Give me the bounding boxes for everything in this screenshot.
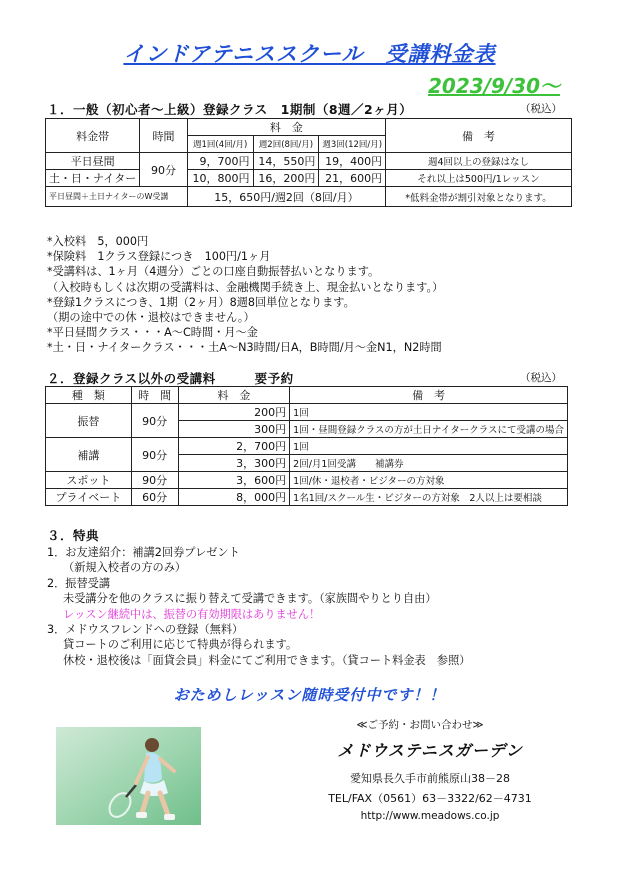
sub-week3: 週3回(12回/月) — [319, 136, 386, 153]
section1-heading: １．一般（初心者～上級）登録クラス 1期制（8週／2ヶ月） — [47, 102, 413, 117]
hoko-rem2: 2回/月1回受講 補講券 — [290, 455, 568, 472]
note-item: （入校時もしくは次期の受講料は、金融機関手続き上、現金払いとなります。） — [47, 280, 444, 294]
furikae-kind: 振替 — [46, 404, 132, 438]
row3-remark: *低料金帯が割引対象となります。 — [386, 187, 572, 207]
row1-w2: 14，550円 — [253, 153, 319, 170]
hoko-fee2: 3，300円 — [178, 455, 290, 472]
benefits-list — [47, 545, 470, 668]
col-time: 時間 — [140, 119, 188, 153]
private-rem: 1名1回/スクール生・ビジターの方対象 2人以上は要相談 — [290, 489, 568, 506]
note-item: *登録1クラスにつき、1期（2ヶ月）8週8回単位となります。 — [47, 295, 355, 309]
row2-w1: 10，800円 — [187, 170, 253, 187]
section1-table — [45, 118, 572, 207]
contact-block — [230, 717, 590, 822]
row-time: 90分 — [140, 153, 188, 187]
tennis-player-photo — [56, 727, 201, 825]
notes-list — [47, 234, 443, 356]
private-time: 60分 — [131, 489, 178, 506]
benefit-sub: 未受講分を他のクラスに振り替えて受講できます。（家族間やりとり自由） — [63, 592, 437, 606]
spot-rem: 1回/休・退校者・ビジターの方対象 — [290, 472, 568, 489]
spot-fee: 3，600円 — [178, 472, 290, 489]
furikae-fee2: 300円 — [178, 421, 290, 438]
furikae-rem1: 1回 — [290, 404, 568, 421]
benefit-sub: （新規入校者の方のみ） — [63, 561, 187, 575]
benefit-highlight: レッスン継続中は、振替の有効期限はありません！ — [63, 607, 321, 621]
col-fee: 料 金 — [187, 119, 385, 136]
effective-date: 2023/9/30～ — [428, 74, 561, 98]
section1-tax-note: （税込） — [520, 103, 562, 115]
spot-time: 90分 — [131, 472, 178, 489]
school-tel: TEL/FAX（0561）63－3322/62－4731 — [328, 792, 532, 805]
benefit-sub: 休校・退校後は「面貸会員」料金にてご利用できます。（貸コート料金表 参照） — [63, 653, 471, 667]
section2-heading: ２．登録クラス以外の受講料 要予約 — [47, 371, 294, 386]
row2-w2: 16，200円 — [253, 170, 319, 187]
section3-heading: ３．特典 — [47, 528, 100, 543]
furikae-time: 90分 — [131, 404, 178, 438]
contact-lead: ≪ご予約・お問い合わせ≫ — [356, 719, 484, 731]
row1-w3: 19，400円 — [319, 153, 386, 170]
school-url[interactable]: http://www.meadows.co.jp — [360, 810, 500, 822]
col-band: 料金帯 — [46, 119, 140, 153]
col-remarks: 備 考 — [290, 387, 568, 404]
section2-table — [45, 386, 568, 506]
row2-remark: それ以上は500円/1レッスン — [386, 170, 572, 187]
note-item: （期の途中での休・退校はできません。） — [47, 311, 255, 325]
row2-band: 土・日・ナイター — [46, 170, 140, 187]
page-title: インドアテニススクール 受講料金表 — [123, 42, 496, 66]
hoko-fee1: 2，700円 — [178, 438, 290, 455]
school-name: メドウステニスガーデン — [337, 741, 523, 760]
furikae-rem2: 1回・昼間登録クラスの方が土日ナイタークラスにて受講の場合 — [290, 421, 568, 438]
row1-remark: 週4回以上の登録はなし — [386, 153, 572, 170]
row3-fee: 15，650円/週2回（8回/月） — [187, 187, 385, 207]
furikae-fee1: 200円 — [178, 404, 290, 421]
sub-week1: 週1回(4回/月) — [187, 136, 253, 153]
section2-tax-note: （税込） — [520, 372, 562, 384]
school-address: 愛知県長久手市前熊原山38－28 — [350, 772, 510, 785]
row1-w1: 9，700円 — [187, 153, 253, 170]
sub-week2: 週2回(8回/月) — [253, 136, 319, 153]
spot-kind: スポット — [46, 472, 132, 489]
col-fee: 料 金 — [178, 387, 290, 404]
note-item: *平日昼間クラス・・・A～C時間・月～金 — [47, 326, 258, 340]
benefit-sub: 貸コートのご利用に応じて特典が得られます。 — [63, 638, 298, 652]
note-item: *入校料 5，000円 — [47, 235, 149, 248]
note-item: *保険料 1クラス登録につき 100円/1ヶ月 — [47, 250, 271, 264]
hoko-kind: 補講 — [46, 438, 132, 472]
col-kind: 種 類 — [46, 387, 132, 404]
note-item: *土・日・ナイタークラス・・・土A～N3時間/日A，B時間/月～金N1，N2時間 — [47, 341, 442, 355]
row2-w3: 21，600円 — [319, 170, 386, 187]
row1-band: 平日昼間 — [46, 153, 140, 170]
private-kind: プライベート — [46, 489, 132, 506]
benefit-item: 2．振替受講 — [47, 576, 111, 590]
hoko-time: 90分 — [131, 438, 178, 472]
col-time: 時 間 — [131, 387, 178, 404]
hoko-rem1: 1回 — [290, 438, 568, 455]
benefit-item: 3．メドウスフレンドへの登録（無料） — [47, 623, 244, 637]
trial-banner: おためしレッスン随時受付中です！！ — [173, 686, 446, 704]
row3-band: 平日昼間＋土日ナイターのW受講 — [46, 187, 188, 207]
private-fee: 8，000円 — [178, 489, 290, 506]
note-item: *受講料は、1ヶ月（4週分）ごとの口座自動振替払いとなります。 — [47, 265, 380, 279]
col-remarks: 備 考 — [386, 119, 572, 153]
benefit-item: 1．お友達紹介：補講2回券プレゼント — [47, 546, 240, 559]
